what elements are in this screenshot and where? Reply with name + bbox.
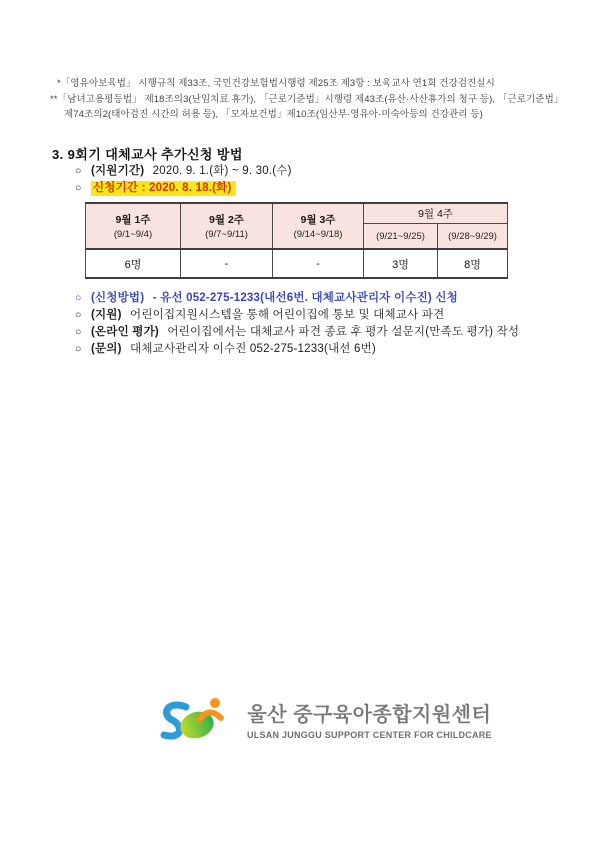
support-period-line [75, 162, 292, 178]
bullet-circle-icon: ○ [75, 292, 82, 304]
header-week3 [273, 203, 364, 249]
footnote-line-2: **「남녀고용평등법」 제18조의3(난임치료 휴가), 「근로기준법」시행령 제43조(유산·사산휴가의 청구 등), 「근로기준법」 [50, 93, 564, 105]
bullet-circle-icon: ○ [75, 165, 82, 177]
week3-count: - [273, 249, 364, 278]
online-eval-line [75, 323, 519, 339]
schedule-table [85, 202, 508, 279]
footnotes-block [50, 76, 570, 123]
section-heading: 3. 9회기 대체교사 추가신청 방법 [52, 147, 243, 162]
contact-label: (문의) [90, 343, 122, 355]
week4-dates-1: (9/21~9/25) [364, 224, 438, 250]
bullet-circle-icon: ○ [75, 309, 82, 321]
footnote-line-1: *「영유아보육법」 시행규칙 제33조, 국민건강보험법시행령 제25조 제3항 : 보육교사 연1회 건강검진실시 [57, 78, 495, 89]
logo-korean-name: 울산 중구육아종합지원센터 [247, 704, 492, 726]
logo-english-name: ULSAN JUNGGU SUPPORT CENTER FOR CHILDCARE [247, 730, 492, 740]
bullet-circle-icon: ○ [75, 326, 82, 338]
header-week1 [86, 203, 181, 249]
schedule-table-wrap [85, 202, 508, 279]
week2-count: - [181, 249, 273, 278]
logo-mark-icon [156, 694, 236, 750]
support-period-text: 2020. 9. 1.(화) ~ 9. 30.(수) [152, 165, 292, 177]
support-line [75, 306, 444, 322]
contact-text: 대체교사관리자 이수진 052-275-1233(내선 6번) [130, 343, 376, 355]
header-week2 [181, 203, 273, 249]
apply-method-label: (신청방법) [90, 292, 145, 304]
table-values-row [86, 249, 508, 278]
week4b-count: 8명 [438, 249, 508, 278]
week1-dates: (9/1~9/4) [113, 229, 153, 240]
apply-period-line [75, 179, 236, 195]
table-header-row [86, 203, 508, 224]
logo-text-block [247, 703, 492, 741]
online-eval-label: (온라인 평가) [90, 326, 159, 338]
footnote-line-3: 제74조의2(태아검진 시간의 허용 등), 「모자보건법」제10조(임산부·영유아·미숙아등의 건강관리 등) [64, 109, 483, 120]
support-text: 어린이집지원시스템을 통해 어린이집에 통보 및 대체교사 파견 [130, 309, 445, 321]
week3-title: 9월 3주 [300, 214, 336, 226]
bullet-circle-icon: ○ [75, 182, 82, 194]
support-period-label: (지원기간) [90, 165, 145, 177]
week3-dates: (9/14~9/18) [293, 229, 343, 240]
bullet-circle-icon: ○ [75, 343, 82, 355]
apply-method-line [75, 289, 458, 305]
apply-method-text: - 유선 052-275-1233(내선6번. 대체교사관리자 이수진) 신청 [152, 292, 458, 304]
apply-period-highlight: 신청기간 : 2020. 8. 18.(화) [91, 181, 236, 196]
support-label: (지원) [90, 309, 122, 321]
header-week4: 9월 4주 [364, 203, 508, 224]
week2-dates: (9/7~9/11) [205, 229, 248, 240]
center-logo [156, 692, 492, 752]
week4-dates-2: (9/28~9/29) [438, 224, 508, 250]
week2-title: 9월 2주 [209, 214, 244, 226]
contact-line [75, 340, 376, 356]
week4a-count: 3명 [364, 249, 438, 278]
online-eval-text: 어린이집에서는 대체교사 파견 종료 후 평가 설문지(만족도 평가) 작성 [167, 326, 520, 338]
week1-title: 9월 1주 [115, 214, 151, 226]
week1-count: 6명 [86, 249, 181, 278]
